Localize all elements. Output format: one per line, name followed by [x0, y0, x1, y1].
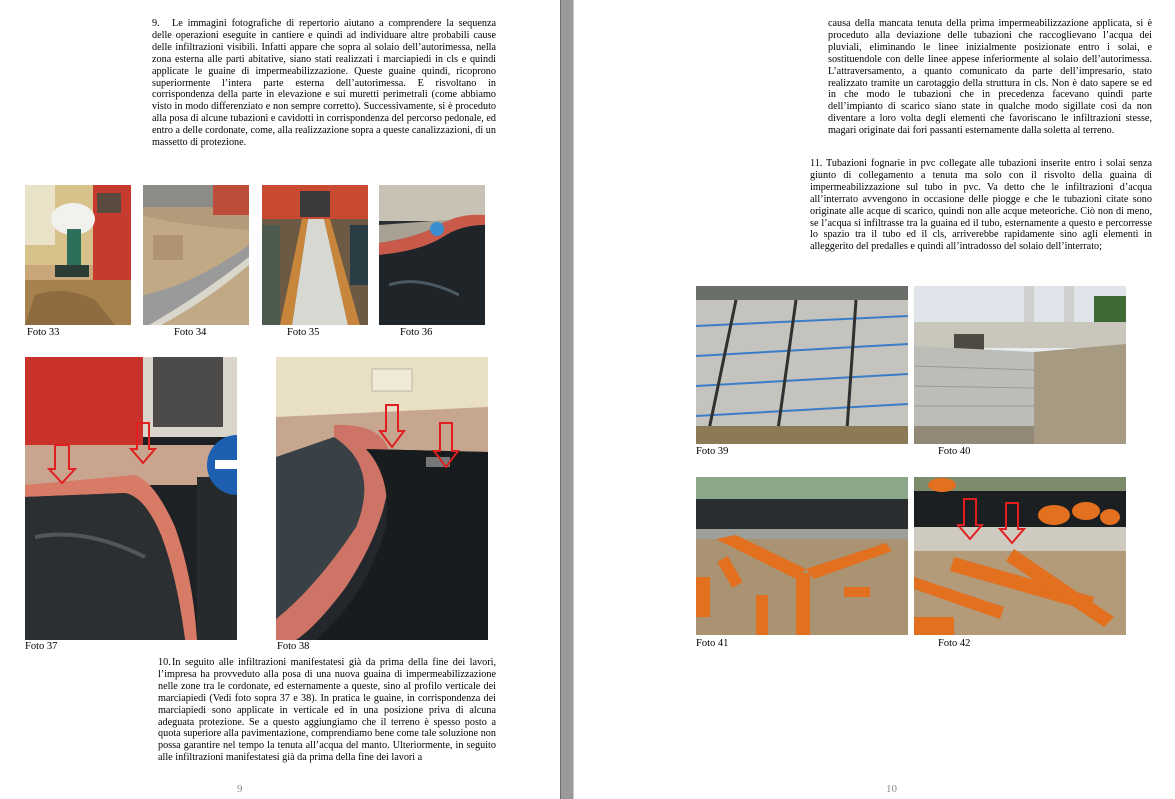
- paragraph-10: [158, 657, 496, 782]
- caption-foto-36: Foto 36: [400, 327, 433, 338]
- paragraph-9: [152, 18, 496, 178]
- photo-40: [914, 286, 1126, 444]
- photo-42: [914, 477, 1126, 635]
- caption-foto-37: Foto 37: [25, 641, 58, 652]
- paragraph-11: [810, 158, 1152, 272]
- paragraph-number: 10.: [158, 657, 171, 668]
- photo-33: [25, 185, 131, 325]
- page-number: 10: [886, 783, 897, 795]
- paragraph-text: Le immagini fotografiche di repertorio aiutano a comprendere la sequenza delle operazioni eseguite in cantiere e quindi ad individuare altre probabili cause delle infiltrazioni visibili. Infatti appare che sopra al solaio dell’autorimessa, nella zona esterna alle parti abitative, siano stati realizzati i marciapiedi in cls e quindi applicate le guaine di impermeabilizzazione. Queste guaine quindi, ricoprono superiormente l’intera parte esterna dell’autorimessa. E risvoltano in corrispondenza della parte in elevazione e sui muretti perimetrali (come abbiamo visto in modo differenziato e non sempre corretto). Successivamente, si è proceduto alla posa di alcune tubazioni e cavidotti in corrispondenza del percorso pedonale, ed entro a delle cordonate, come, alla realizzazione sopra a queste canalizzazioni, di un massetto di protezione.: [152, 18, 496, 149]
- caption-foto-40: Foto 40: [938, 446, 971, 457]
- photo-39: [696, 286, 908, 444]
- page-gutter: [560, 0, 574, 799]
- paragraph-number: 9.: [152, 18, 160, 29]
- page-10: [574, 0, 1175, 799]
- photo-36: [379, 185, 485, 325]
- caption-foto-38: Foto 38: [277, 641, 310, 652]
- photo-34: [143, 185, 249, 325]
- caption-foto-41: Foto 41: [696, 638, 729, 649]
- caption-foto-34: Foto 34: [174, 327, 207, 338]
- page-9: [0, 0, 560, 799]
- photo-37: [25, 357, 237, 640]
- photo-41: [696, 477, 908, 635]
- photo-35: [262, 185, 368, 325]
- caption-foto-42: Foto 42: [938, 638, 971, 649]
- caption-foto-33: Foto 33: [27, 327, 60, 338]
- paragraph-10-continued: [828, 18, 1152, 152]
- paragraph-number: 11.: [810, 158, 823, 169]
- caption-foto-35: Foto 35: [287, 327, 320, 338]
- paragraph-text: In seguito alle infiltrazioni manifestatesi già da prima della fine dei lavori, l’impresa ha provveduto alla posa di una nuova guaina di impermeabilizzazione nelle zone tra le cordonate, ed esternamente a queste, sino al profilo verticale dei marciapiedi (Vedi foto sopra 37 e 38). In pratica le guaine, in corrispondenza dei marciapiedi sono applicate in verticale ed in una posizione priva di alcuna adeguata protezione. Se a questo aggiungiamo che il terreno è spesso posto a quota superiore alla pavimentazione, comprendiamo bene come tale soluzione non possa garantire nel tempo la tenuta all’acqua del manto. Ulteriormente, in seguito alle infiltrazioni manifestatesi già da prima della fine dei lavori a: [158, 657, 496, 764]
- paragraph-text: Tubazioni fognarie in pvc collegate alle tubazioni inserite entro i solai senza giunto di collegamento a tenuta ma solo con il risvolto della guaina di impermeabilizzazione sul tubo in pvc. Va detto che le infiltrazioni d’acqua all’interrato avvengono in occasione delle piogge e che le tubazioni citate sono originate alle acque di scarico, quindi non alle acque meteoriche. Ciò non di meno, se l’acqua si infiltrasse tra la guaina ed il tubo, esternamente a questo e percorresse lo spazio tra il tubo ed il cls, arriverebbe rapidamente sino agli elementi in alleggerito del predalles e quindi all’intradosso del solaio dell’interrato;: [810, 158, 1152, 253]
- photo-38: [276, 357, 488, 640]
- caption-foto-39: Foto 39: [696, 446, 729, 457]
- page-number: 9: [237, 783, 243, 795]
- paragraph-text: causa della mancata tenuta della prima impermeabilizzazione applicata, si è proceduto alla deviazione delle tubazioni che raccoglievano l’acqua dei pluviali, eliminando le linee inizialmente posizionate entro i solai, e sostituendole con delle linee appese inferiormente al solaio dell’autorimessa. L’attraversamento, a quanto comunicato da parte dell’impresario, stato realizzato tramite un carotaggio della struttura in cls. Non è dato sapere se ed in che modo le tubazioni che in precedenza facevano quindi parte dell’impianto di scarico siano state in qualche modo sigillate così da non diventare a loro volta degli elementi che favoriscano le infiltrazioni stesse, magari originate dai fori passanti esternamente dalla soletta al terreno.: [828, 18, 1152, 137]
